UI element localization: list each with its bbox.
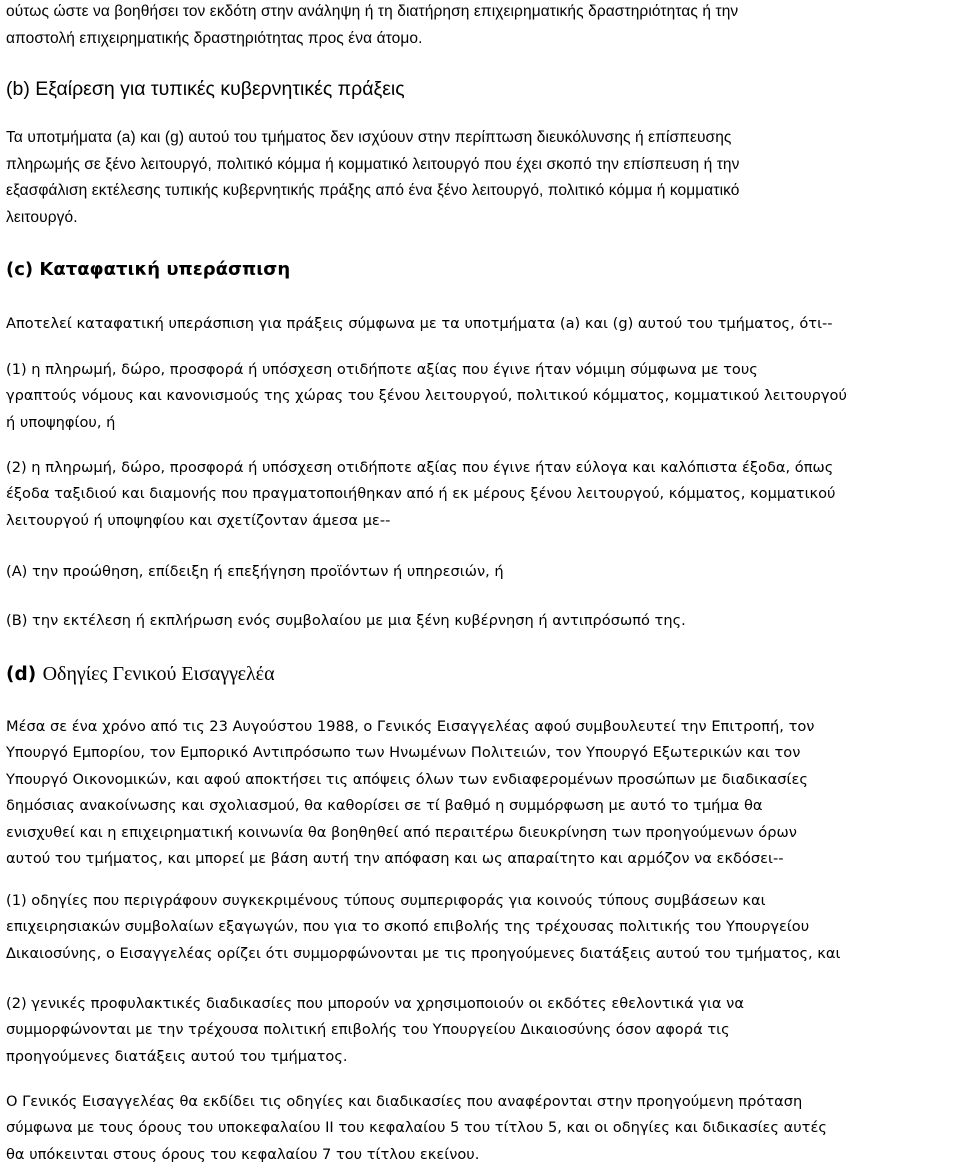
section-d-heading-text: Οδηγίες Γενικού Εισαγγελέα [42,663,275,685]
text-line: Υπουργό Οικονομικών, και αφού αποκτήσει τις απόψεις όλων των ενδιαφερομένων προσώπων με διαδικασίες [6,770,808,788]
section-c-item-b: (B) την εκτέλεση ή εκπλήρωση ενός συμβολαίου με μια ξένη κυβέρνηση ή αντιπρόσωπό της. [6,612,686,629]
text-line: Μέσα σε ένα χρόνο από τις 23 Αυγούστου 1988, ο Γενικός Εισαγγελέας αφού συμβουλευτεί την Επιτροπή, τον [6,718,815,735]
text-line: (1) οδηγίες που περιγράφουν συγκεκριμένους τύπους συμπεριφοράς για κοινούς τύπους συμβάσεων και [6,892,766,909]
text-line: (1) η πληρωμή, δώρο, προσφορά ή υπόσχεση οτιδήποτε αξίας που έγινε ήταν νόμιμη σύμφωνα με τους [6,361,758,378]
section-b-paragraph [6,125,740,231]
intro-paragraph [6,0,738,52]
text-line: Υπουργό Εμπορίου, τον Εμπορικό Αντιπρόσωπο των Ηνωμένων Πολιτειών, τον Υπουργό Εξωτερικών και τον [6,744,801,762]
text-line: ούτως ώστε να βοηθήσει τον εκδότη στην ανάληψη ή τη διατήρηση επιχειρηματικής δραστηριότητας ή την [6,3,739,20]
text-line: εξασφάλιση εκτέλεσης τυπικής κυβερνητικής πράξης από ένα ξένο λειτουργό, πολιτικό κόμμα ή κομματικό [6,182,740,199]
section-c-item-1 [6,357,847,436]
text-line: Ο Γενικός Εισαγγελέας θα εκδίδει τις οδηγίες και διαδικασίες που αναφέρονται στην προηγούμενη πρόταση [6,1093,803,1110]
text-line: αυτού του τμήματος, και μπορεί με βάση αυτή την απόφαση και ως απαραίτητο και αρμόζον να εκδόσει-- [6,850,784,868]
text-line: Τα υποτμήματα (a) και (g) αυτού του τμήματος δεν ισχύουν στην περίπτωση διευκόλυνσης ή επίσπευσης [6,129,732,146]
text-line: θα υπόκεινται στους όρους του κεφαλαίου 7 του τίτλου εκείνου. [6,1145,480,1163]
section-c-item-a: (A) την προώθηση, επίδειξη ή επεξήγηση προϊόντων ή υπηρεσιών, ή [6,563,504,580]
section-d-heading-prefix: (d) [6,664,43,685]
section-d-heading [6,661,275,688]
text-line: λειτουργό. [6,208,78,226]
text-line: συμμορφώνονται με την τρέχουσα πολιτική επιβολής του Υπουργείου Δικαιοσύνης όσον αφορά τις [6,1021,730,1039]
text-line: ενισχυθεί και η επιχειρηματική κοινωνία θα βοηθηθεί από περαιτέρω διευκρίνηση των προηγούμενων όρων [6,823,797,841]
section-d-paragraph [6,714,814,872]
text-line: γραπτούς νόμους και κανονισμούς της χώρας του ξένου λειτουργού, πολιτικού κόμματος, κομματικού λειτουργού [6,387,847,405]
section-d-closing [6,1089,827,1168]
text-line: Δικαιοσύνης, ο Εισαγγελέας ορίζει ότι συμμορφώνονται με τις προηγούμενες διατάξεις αυτού του τμήματος, και [6,944,841,962]
text-line: λειτουργού ή υποψηφίου και σχετίζονταν άμεσα με-- [6,511,391,529]
text-line: (2) η πληρωμή, δώρο, προσφορά ή υπόσχεση οτιδήποτε αξίας που έγινε ήταν εύλογα και καλόπιστα έξοδα, όπως [6,459,834,476]
text-line: (2) γενικές προφυλακτικές διαδικασίες που μπορούν να χρησιμοποιούν οι εκδότες εθελοντικά για να [6,995,744,1012]
text-line: δημόσιας ανακοίνωσης και σχολιασμού, θα καθορίσει σε τί βαθμό η συμμόρφωση με αυτό το τμήμα θα [6,797,763,815]
section-d-item-1 [6,888,840,967]
section-c-heading: (c) Καταφατική υπεράσπιση [6,259,291,280]
text-line: αποστολή επιχειρηματικής δραστηριότητας προς ένα άτομο. [6,29,423,47]
text-line: πληρωμής σε ξένο λειτουργό, πολιτικό κόμμα ή κομματικό λειτουργό που έχει σκοπό την επίσπευση ή την [6,155,740,173]
section-b-heading: (b) Εξαίρεση για τυπικές κυβερνητικές πράξεις [6,78,405,100]
text-line: έξοδα ταξιδιού και διαμονής που πραγματοποιήθηκαν από ή εκ μέρους ξένου λειτουργού, κόμματος, κομματικού [6,485,836,503]
text-line: ή υποψηφίου, ή [6,413,116,431]
section-d-item-2 [6,991,744,1070]
text-line: σύμφωνα με τους όρους του υποκεφαλαίου II του κεφαλαίου 5 του τίτλου 5, και οι οδηγίες και διδικασίες αυτές [6,1119,827,1137]
text-line: προηγούμενες διατάξεις αυτού του τμήματος. [6,1047,348,1065]
section-c-intro: Αποτελεί καταφατική υπεράσπιση για πράξεις σύμφωνα με τα υποτμήματα (a) και (g) αυτού του τμήματος, ότι-- [6,315,833,332]
text-line: επιχειρησιακών συμβολαίων εξαγωγών, που για το σκοπό επιβολής της τρέχουσας πολιτικής του Υπουργείου [6,918,810,936]
section-c-item-2 [6,455,836,534]
